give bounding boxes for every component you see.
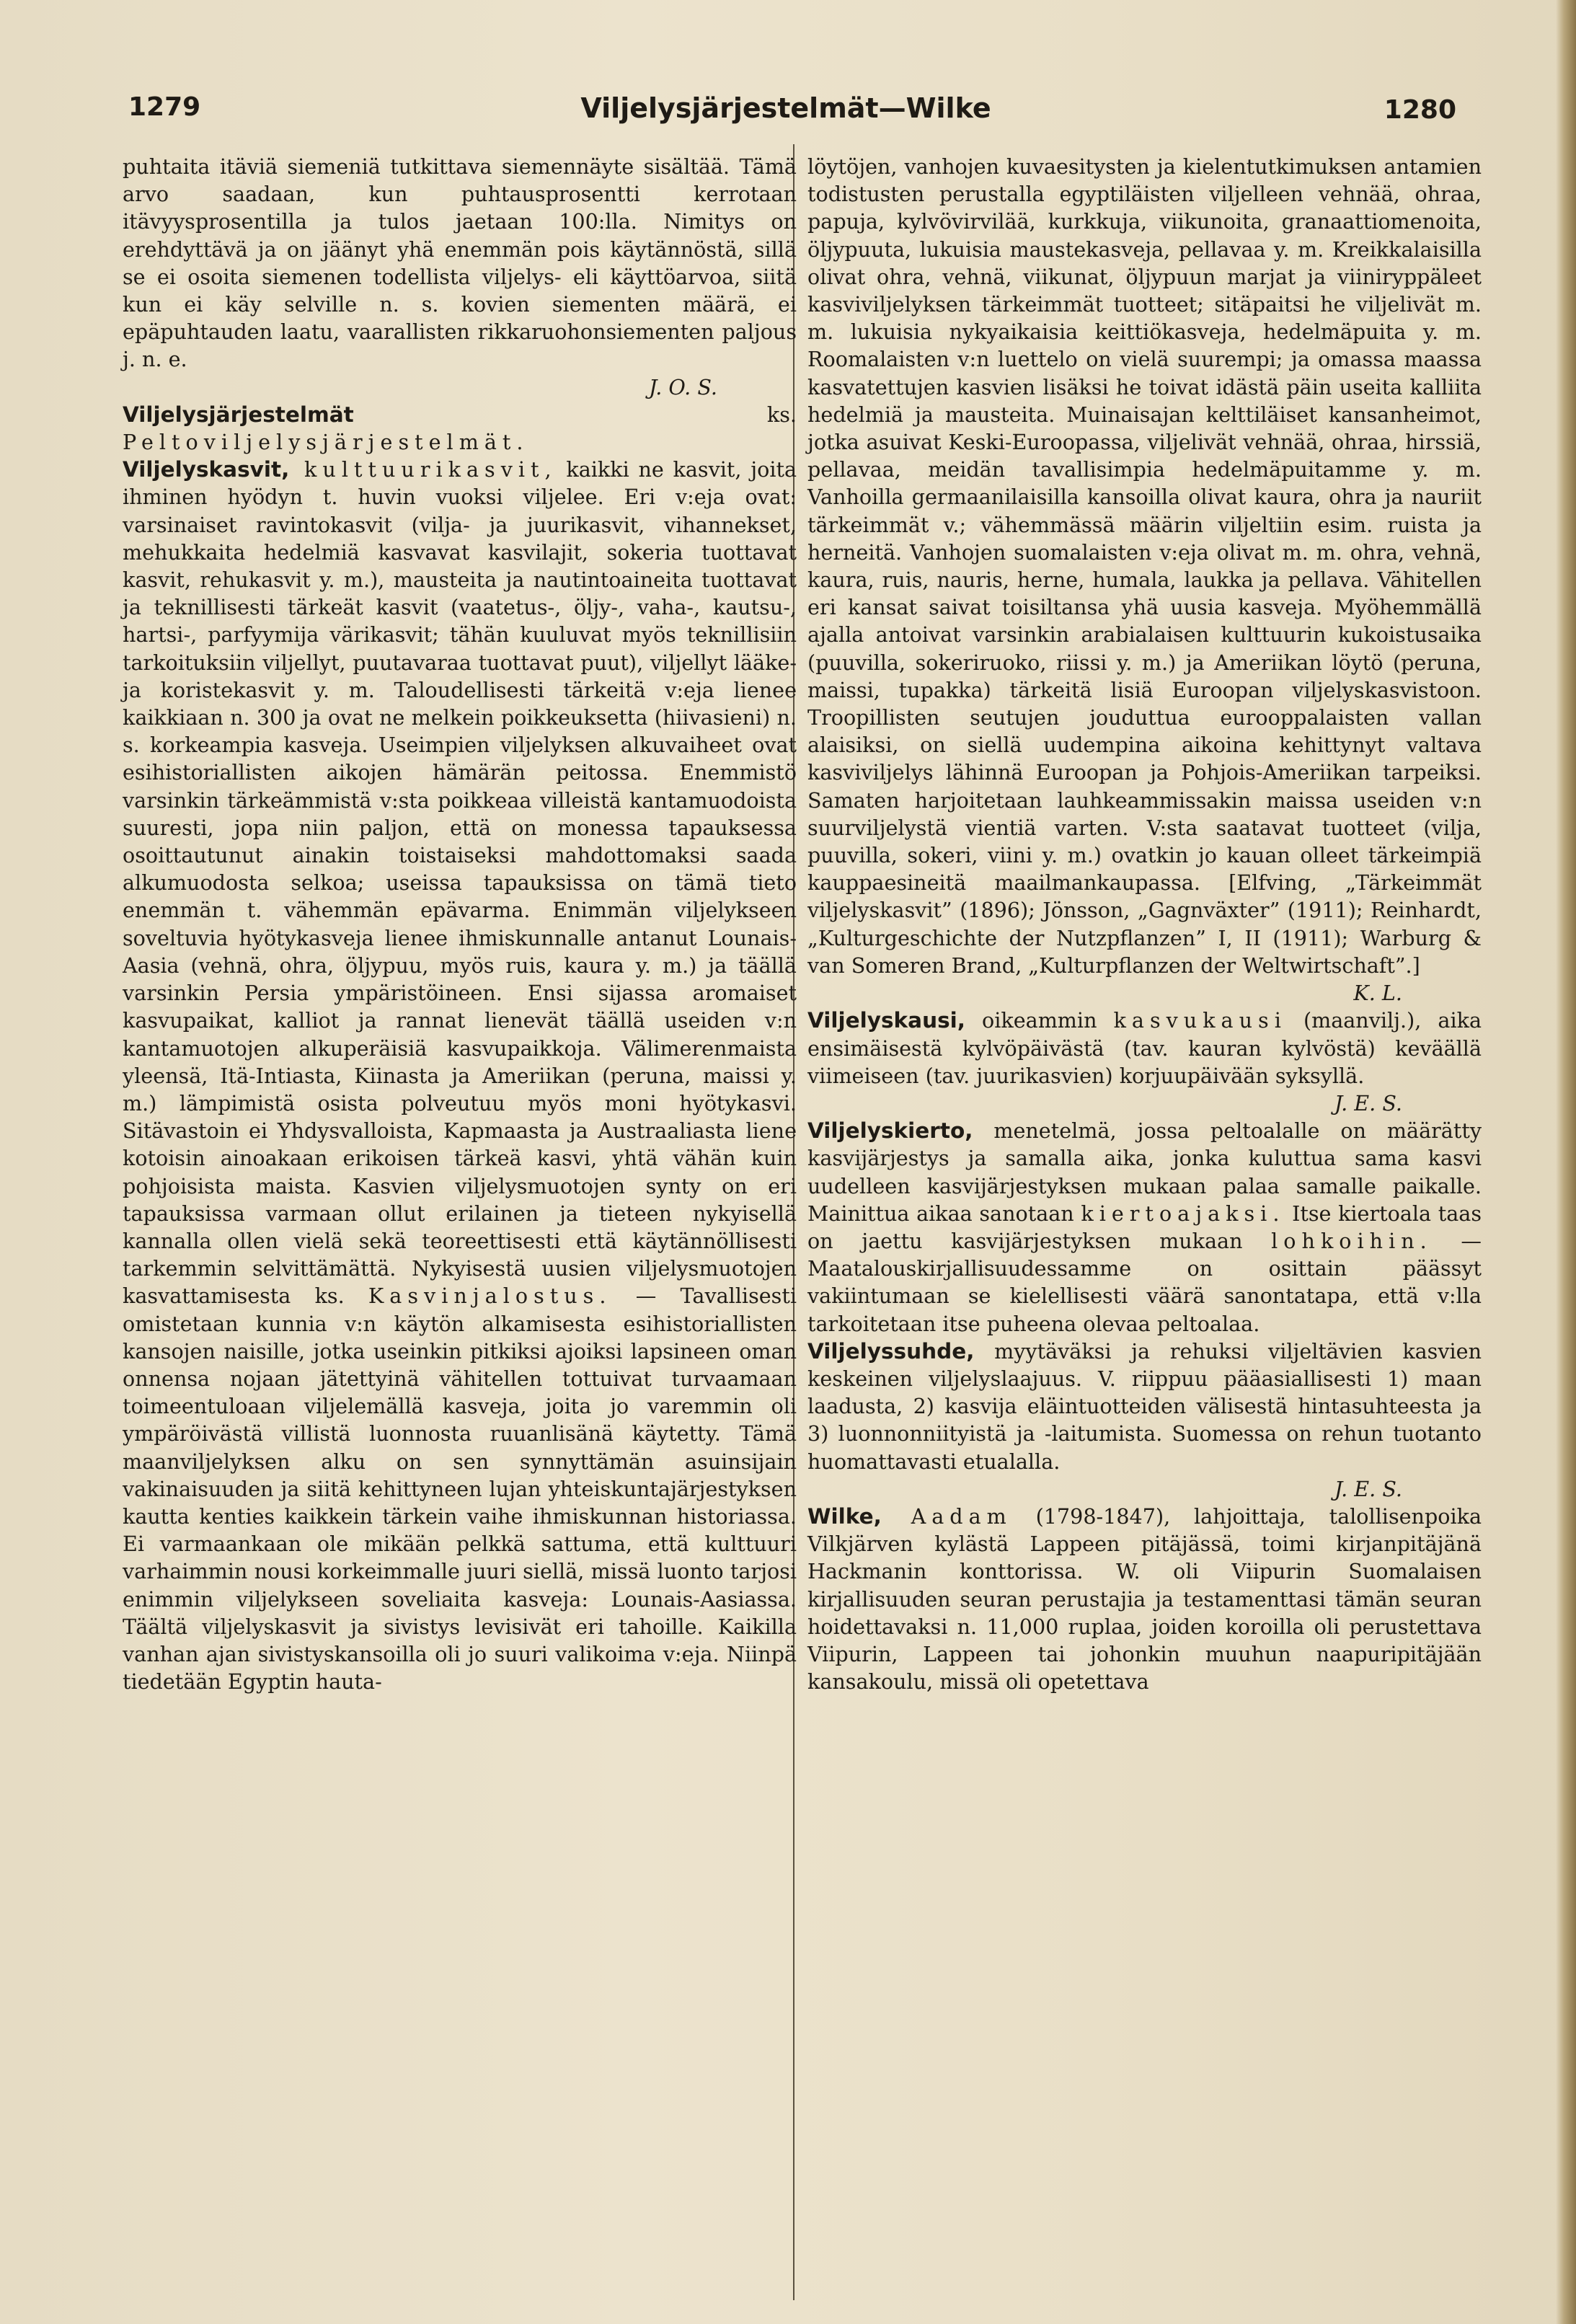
entry-viljelysjarjestelmat [123,401,797,456]
continued-paragraph [123,153,797,374]
signature: J. E. S. [1334,1476,1402,1501]
entry-headword: Viljelyssuhde, [807,1338,975,1364]
entry-text: ks. [353,402,797,427]
entry-headword: Viljelyskausi, [807,1008,965,1033]
entry-headword: Viljelyskierto, [807,1118,973,1144]
page-number-right: 1280 [1384,95,1456,125]
entry-viljelyskierto [807,1117,1482,1338]
entry-wilke [807,1503,1482,1695]
entry-synonym: kasvukausi [1113,1008,1287,1033]
paragraph-text: löytöjen, vanhojen kuvaesitysten ja kielentutkimuksen antamien todistusten perustalla egyptiläisten viljelleen vehnää, ohraa, papuja, kylvövirvilää, kurkkuja, viikunoita, granaattiomenoita, öljypuuta, lukuisia maustekasveja, pellavaa y. m. Kreikkalaisilla olivat ohra, vehnä, viikunat, öljypuun marjat ja viiniryppäleet kasviviljelyksen tärkeimmät tuotteet; sitäpaitsi he viljelivät m. m. lukuisia nykyaikaisia keittiökasveja, hedelmäpuita y. m. Roomalaisten v:n luettelo on vielä suurempi; ja omassa maassa kasvatettujen kasvien lisäksi he toivat idästä päin useita kalliita hedelmiä ja mausteita. Muinaisajan kelttiläiset kansanheimot, jotka asuivat Keski-Euroopassa, viljelivät vehnää, ohraa, hirssiä, pellavaa, meidän tavallisimpia hedelmäpuitamme y. m. Vanhoilla germaanilaisilla kansoilla olivat kaura, ohra ja nauriit tärkeimmät v.; vähemmässä määrin viljeltiin esim. ruista ja herneitä. Vanhojen suomalaisten v:eja olivat m. m. ohra, vehnä, kaura, ruis, nauris, herne, humala, laukka ja pellava. Vähitellen eri kansat saivat toisiltansa yhä uusia kasveja. Myöhemmällä ajalla antoivat varsinkin arabialaisen kulttuurin kukoistusaika (puuvilla, sokeriruoko, riissi y. m.) ja Ameriikan löytö (peruna, maissi, tupakka) tärkeitä lisiä Euroopan viljelyskasvistoon. Troopillisten seutujen jouduttua eurooppalaisten vallan alaisiksi, on siellä uudempina aikoina kehittynyt valtava kasviviljelys lähinnä Euroopan ja Pohjois-Ameriikan tarpeiksi. Samaten harjoitetaan lauhkeammissakin maissa useiden v:n suurviljelystä vientiä varten. V:sta saatavat tuotteet (vilja, puuvilla, sokeri, viini y. m.) ovatkin jo kauan olleet tärkeimpiä kauppaesineitä maailmankaupassa. [Elfving, „Tärkeimmät viljelyskasvit” (1896); Jönsson, „Gagnväxter” (1911); Reinhardt, „Kulturgeschichte der Nutzpflanzen” I, II (1911); Warburg & van Someren Brand, „Kulturpflanzen der Weltwirtschaft”.] [807,154,1482,978]
entry-text: myytäväksi ja rehuksi viljeltävien kasvien keskeinen viljelyslaajuus. V. riippuu pääasiallisesti 1) maan laadusta, 2) kasvija eläintuotteiden välisestä hintasuhteesta ja 3) luonnonniityistä ja -laitumista. Suomessa on rehun tuotanto huomattavasti etualalla. [807,1338,1482,1474]
paragraph-text: puhtaita itäviä siemeniä tutkittava siemennäyte sisältää. Tämä arvo saadaan, kun puhtausprosentti kerrotaan itävyysprosentilla ja tulos jaetaan 100:lla. Nimitys on erehdyttävä ja on jäänyt yhä enemmän pois käytännöstä, sillä se ei osoita siemenen todellista viljelys- eli käyttöarvoa, siitä kun ei käy selville n. s. kovien siementen määrä, ei epäpuhtauden laatu, vaarallisten rikkaruohonsiementen paljous j. n. e. [123,154,797,372]
cross-reference: Peltoviljelysjärjestelmät. [123,430,529,455]
emphasized-term: kiertoajaksi. [1081,1201,1285,1226]
left-column [123,153,797,1695]
entry-text: oikeammin [965,1008,1114,1033]
entry-text: (1798-1847), lahjoittaja, talollisenpoika Vilkjärven kylästä Lappeen pitäjässä, toimi kirjanpitäjänä Hackmanin konttorissa. W. oli Viipurin Suomalaisen kirjallisuuden seuran perustajia ja testamenttasi tämän seuran hoidettavaksi n. 11,000 ruplaa, joiden koroilla oli perustettava Viipurin, Lappeen tai johonkin muuhun naapuripitäjään kansakoulu, missä oli opetettava [807,1503,1482,1695]
entry-text: Itse kiertoala taas on jaettu kasvijärjestyksen mukaan [807,1201,1482,1253]
running-title: Viljelysjärjestelmät—Wilke [580,92,991,124]
entry-synonym: kulttuurikasvit, [289,457,557,482]
entry-headword: Viljelyskasvit, [123,457,290,482]
entry-text: — Maatalouskirjallisuudessamme on osittain päässyt vakiintumaan se kielellisesti väärä sanontatapa, että v:lla tarkoitetaan itse puheena olevaa peltoalaa. [807,1228,1482,1336]
entry-viljelyssuhde [807,1338,1482,1475]
entry-text: — Tavallisesti omistetaan kunnia v:n käytön alkamisesta esihistoriallisten kansojen naisille, jotka useinkin pitkiksi ajoiksi lapsineen oman onnensa nojaan jätettyinä vähitellen tottuivat turvaamaan toimeentuloaan viljelemällä kasveja, joita jo varemmin oli ympäröivästä villistä luonnosta ruuanlisänä käytetty. Tämä maanviljelyksen alku on sen synnyttämän asuinsijain vakinaisuuden ja siitä kehittyneen lujan yhteiskuntajärjestyksen kautta kenties kaikkein tärkein vaihe ihmiskunnan historiassa. Ei varmaankaan ole mikään pelkkä sattuma, että kulttuuri varhaimmin nousi korkeimmalle juuri siellä, missä luonto tarjosi enimmin viljelykseen soveliaita kasveja: Lounais-Aasiassa. Täältä viljelyskasvit ja sivistys levisivät eri tahoille. Kaikilla vanhan ajan sivistyskansoilla oli jo suuri valikoima v:eja. Niinpä tiedetään Egyptin hauta- [123,1283,797,1695]
entry-headword: Wilke, [807,1503,882,1529]
page-edge-shadow [1556,0,1576,2324]
entry-viljelyskasvit [123,456,797,1695]
page-header [108,79,1464,130]
cross-reference: Kasvinjalostus. [368,1283,612,1309]
signature: K. L. [1353,981,1402,1006]
entry-text: kaikki ne kasvit, joita ihminen hyödyn t. huvin vuoksi viljelee. Eri v:eja ovat: varsinaiset ravintokasvit (vilja- ja juurikasvit, vihannekset, mehukkaita hedelmiä kasvavat kasvilajit, sokeria tuottavat kasvit, rehukasvit y. m.), mausteita ja nautintoaineita tuottavat ja teknillisesti tärkeät kasvit (vaatetus-, öljy-, vaha-, kautsu-, hartsi-, parfyymija värikasvit; tähän kuuluvat myös teknillisiin tarkoituksiin viljellyt, puutavaraa tuottavat puut), viljellyt lääke- ja koristekasvit y. m. Taloudellisesti tärkeitä v:eja lienee kaikkiaan n. 300 ja ovat ne melkein poikkeuksetta (hiivasieni) n. s. korkeampia kasveja. Useimpien viljelyksen alkuvaiheet ovat esihistoriallisten aikojen hämärän peitossa. Enemmistö varsinkin tärkeämmistä v:sta poikkeaa villeistä kantamuodoista suuresti, jopa niin paljon, että on monessa tapauksessa osoittautunut ainakin toistaiseksi mahdottomaksi saada alkumuodosta selkoa; useissa tapauksissa on tämä tieto enemmän t. vähemmän epävarma. Enimmän viljelykseen soveltuvia hyötykasveja lienee ihmiskunnalle antanut Lounais-Aasia (vehnä, ohra, öljypuu, myös ruis, kaura y. m.) ja täällä varsinkin Persia ympäristöineen. Ensi sijassa aromaiset kasvupaikat, kalliot ja rannat lienevät täällä useiden v:n kantamuotojen alkuperäisiä kasvupaikkoja. Välimerenmaista yleensä, Itä-Intiasta, Kiinasta ja Ameriikan (peruna, maissi y. m.) lämpimistä osista polveutuu myös moni hyötykasvi. Sitävastoin ei Yhdysvalloista, Kapmaasta ja Austraaliasta liene kotoisin ainoakaan erikoisen tärkeä kasvi, yhtä vähän kuin pohjoisista maista. Kasvien viljelysmuotojen synty on eri tapauksissa varmaan ollut erilainen ja tieteen nykyisellä kannalla ollen vielä sekä teoreettisesti että käytännöllisesti tarkemmin selvittämättä. Nykyisestä uusien viljelysmuotojen kasvattamisesta ks. [123,457,797,1309]
entry-forename: Aadam [881,1503,1012,1529]
right-column [807,153,1482,1695]
entry-text: (maanvilj.), aika ensimäisestä kylvöpäivästä (tav. kauran kylvöstä) keväällä viimeiseen (tav. juurikasvien) korjuupäivään syksyllä. [807,1008,1482,1088]
continued-paragraph [807,153,1482,979]
emphasized-term: lohkoihin. [1271,1228,1433,1253]
entry-headword: Viljelysjärjestelmät [123,402,354,427]
signature: J. O. S. [648,374,717,399]
entry-text: menetelmä, jossa peltoalalle on määrätty kasvijärjestys ja samalla aika, jonka kuluttua sama kasvi uudelleen kasvijärjestyksen mukaan palaa samalle paikalle. Mainittua aikaa sanotaan [807,1118,1482,1226]
page-number-left: 1279 [128,92,201,122]
entry-viljelyskausi [807,1007,1482,1090]
signature: J. E. S. [1334,1090,1402,1115]
